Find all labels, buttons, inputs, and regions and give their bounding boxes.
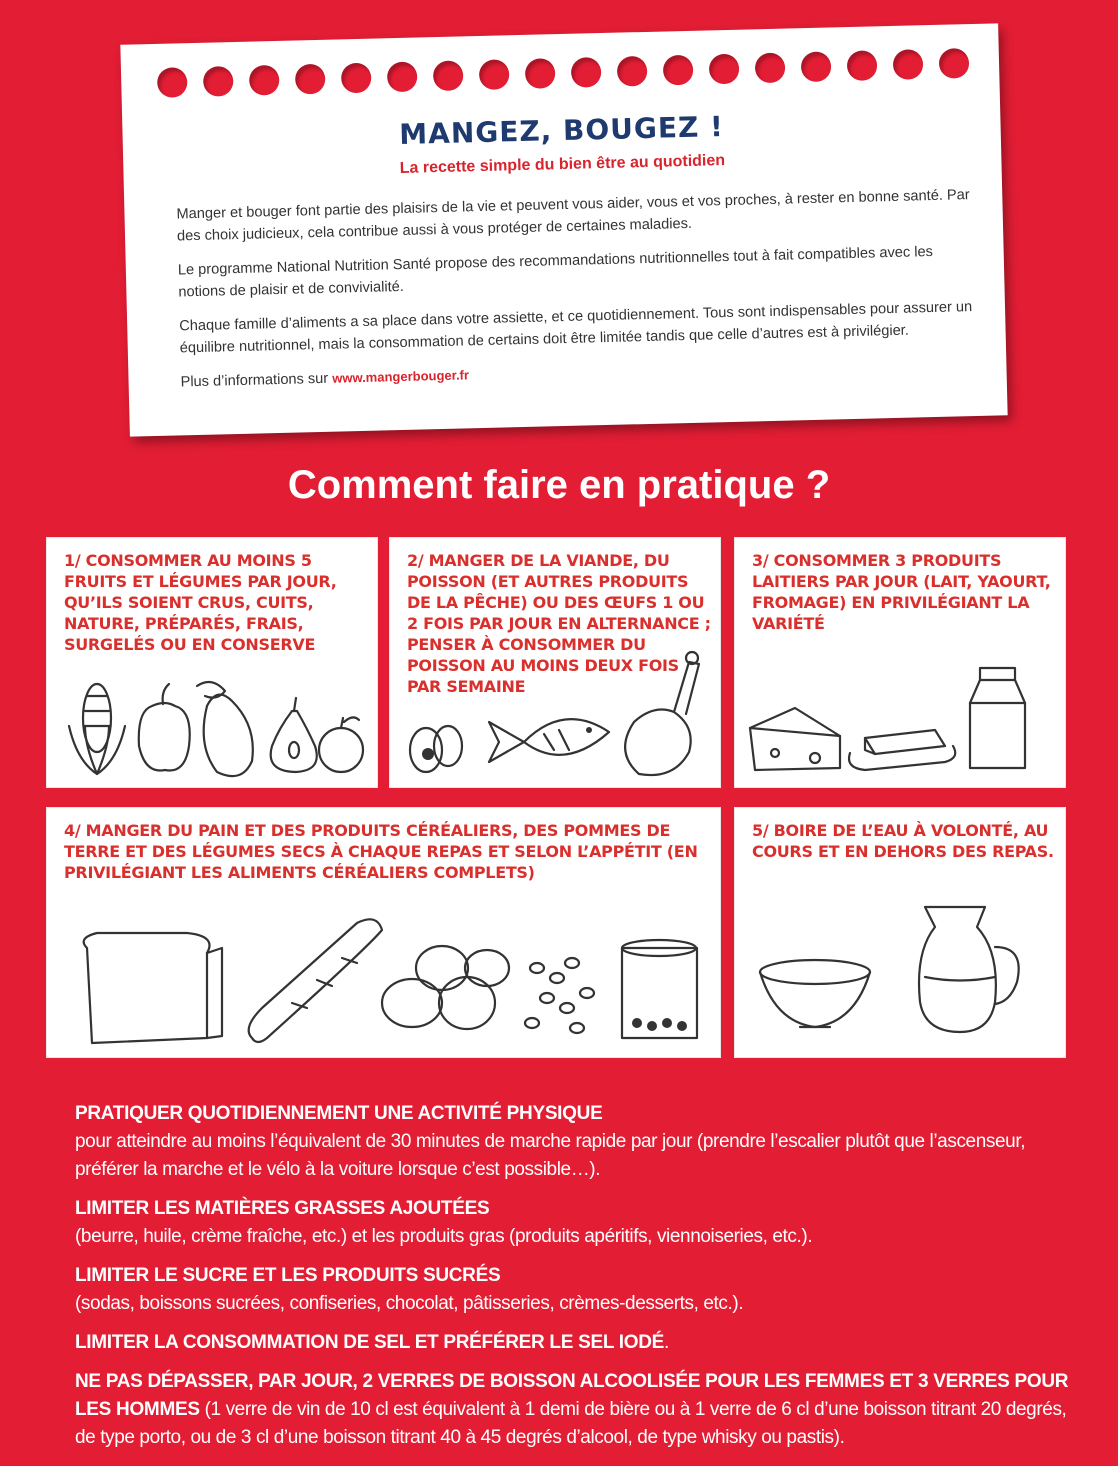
- website-link[interactable]: www.mangerbouger.fr: [332, 367, 470, 386]
- bread-loaf-icon: [84, 933, 222, 1043]
- binder-hole: [203, 66, 234, 97]
- canned-peas-icon: [622, 940, 697, 1038]
- advice-title: LIMITER LES MATIÈRES GRASSES AJOUTÉES: [75, 1198, 490, 1219]
- binder-hole: [571, 57, 602, 88]
- fruits-vegetables-illustration: [57, 666, 372, 784]
- binder-hole: [617, 56, 648, 87]
- egg-icon: [410, 726, 462, 772]
- eggplant-icon: [197, 682, 253, 776]
- meat-fish-illustration: [404, 642, 714, 782]
- apple-icon: [319, 717, 363, 772]
- tip-text: 1/ CONSOMMER AU MOINS 5 FRUITS ET LÉGUMES PAR JOUR, QU’ILS SOIENT CRUS, CUITS, NATURE, PRÉPARÉS, FRAIS, SURGELÉS OU EN CONSERVE: [64, 551, 337, 654]
- advice-list: [75, 1100, 1078, 1463]
- binder-hole: [893, 49, 924, 80]
- advice-text: (sodas, boissons sucrées, confiseries, chocolat, pâtisseries, crèmes-desserts, etc.).: [75, 1293, 744, 1314]
- card-paragraph: Le programme National Nutrition Santé propose des recommandations nutritionnelles tout à fait compatibles avec les notions de plaisir et de convivialité.: [177, 243, 934, 301]
- advice-title: LIMITER LE SUCRE ET LES PRODUITS SUCRÉS: [75, 1265, 501, 1286]
- cheese-icon: [750, 708, 840, 770]
- binder-hole: [341, 63, 372, 94]
- tip-box-fruits-vegetables: [46, 537, 378, 788]
- milk-carton-icon: [970, 668, 1025, 768]
- advice-item: [75, 1195, 1078, 1251]
- advice-item: [75, 1100, 1078, 1184]
- binder-hole: [525, 58, 556, 89]
- tip-text: 4/ MANGER DU PAIN ET DES PRODUITS CÉRÉALIERS, DES POMMES DE TERRE ET DES LÉGUMES SECS À CHAQUE REPAS ET SELON L’APPÉTIT (EN PRIVILÉGIANT LES ALIMENTS CÉRÉALIERS COMPLETS): [64, 821, 698, 882]
- advice-text: .: [664, 1332, 669, 1353]
- advice-title: PRATIQUER QUOTIDIENNEMENT UNE ACTIVITÉ PHYSIQUE: [75, 1103, 603, 1124]
- binder-hole: [295, 64, 326, 95]
- advice-title: LIMITER LA CONSOMMATION DE SEL ET PRÉFÉRER LE SEL IODÉ: [75, 1332, 665, 1353]
- info-card: [120, 23, 1007, 436]
- corn-icon: [69, 684, 125, 774]
- fish-icon: [489, 719, 609, 762]
- more-info: [180, 352, 976, 393]
- binder-hole: [939, 48, 970, 79]
- bowl-icon: [760, 960, 870, 1027]
- binder-hole: [479, 59, 510, 90]
- advice-item: [75, 1262, 1078, 1318]
- binder-holes: [157, 48, 980, 108]
- advice-item: [75, 1368, 1078, 1452]
- pepper-icon: [139, 684, 190, 771]
- card-paragraph: Chaque famille d’aliments a sa place dans votre assiette, et ce quotidiennement. Tous sont indispensables pour assurer un équilibre nutritionnel, mais la consommation de certains doit être limitée tandis que celle d’autres est à privilégier.: [179, 299, 973, 357]
- advice-text: (1 verre de vin de 10 cl est équivalent à 1 demi de bière ou à 1 verre de 6 cl d’une boisson titrant 20 degrés, de type porto, ou de 3 cl d’une boisson titrant 40 à 45 degrés d’alcool, de type whisky ou pastis).: [75, 1399, 1067, 1448]
- binder-hole: [433, 60, 464, 91]
- tip-text: 5/ BOIRE DE L’EAU À VOLONTÉ, AU COURS ET EN DEHORS DES REPAS.: [752, 821, 1054, 861]
- advice-text: (beurre, huile, crème fraîche, etc.) et les produits gras (produits apéritifs, viennoiseries, etc.).: [75, 1226, 813, 1247]
- tip-text: 3/ CONSOMMER 3 PRODUITS LAITIERS PAR JOUR (LAIT, YAOURT, FROMAGE) EN PRIVILÉGIANT LA VARIÉTÉ: [752, 551, 1051, 633]
- card-title: MANGEZ, BOUGEZ !: [398, 110, 725, 151]
- dairy-illustration: [745, 658, 1060, 778]
- binder-hole: [157, 67, 188, 98]
- tip-box-dairy: [734, 537, 1066, 788]
- advice-item: [75, 1329, 1078, 1357]
- bread-cereals-illustration: [67, 908, 707, 1053]
- advice-text: pour atteindre au moins l’équivalent de 30 minutes de marche rapide par jour (prendre l’escalier plutôt que l’ascenseur, préférer la marche et le vélo à la voiture lorsque c’est possible…).: [75, 1131, 1026, 1180]
- card-body: [176, 184, 977, 405]
- pear-icon: [271, 698, 317, 772]
- binder-hole: [801, 51, 832, 82]
- binder-hole: [709, 54, 740, 85]
- tip-box-meat-fish: [389, 537, 721, 788]
- card-paragraph: Manger et bouger font partie des plaisirs de la vie et peuvent vous aider, vous et vos proches, à rester en bonne santé. Par des choix judicieux, cela contribue aussi à vous protéger de certaines maladies.: [176, 187, 970, 245]
- advice-title: NE PAS DÉPASSER, PAR JOUR, 2 VERRES DE BOISSON ALCOOLISÉE POUR LES FEMMES ET 3 VERRES POUR LES HOMMES: [75, 1371, 1069, 1420]
- water-illustration: [755, 892, 1055, 1042]
- binder-hole: [847, 50, 878, 81]
- section-heading: Comment faire en pratique ?: [287, 463, 831, 507]
- binder-hole: [663, 55, 694, 86]
- butter-icon: [849, 730, 955, 770]
- jug-icon: [919, 907, 1019, 1032]
- card-subtitle: La recette simple du bien être au quotidien: [399, 152, 726, 177]
- binder-hole: [387, 62, 418, 93]
- beans-icon: [525, 958, 594, 1033]
- tip-box-bread-cereals: [46, 807, 721, 1058]
- tip-text: 2/ MANGER DE LA VIANDE, DU POISSON (ET AUTRES PRODUITS DE LA PÊCHE) OU DES ŒUFS 1 OU 2 FOIS PAR JOUR EN ALTERNANCE ; PENSER À CONSOMMER DU POISSON AU MOINS DEUX FOIS PAR SEMAINE: [407, 551, 711, 696]
- more-info-label: Plus d’informations sur: [180, 370, 333, 391]
- baguette-icon: [249, 919, 382, 1042]
- tip-box-water: [734, 807, 1066, 1058]
- binder-hole: [249, 65, 280, 96]
- ham-icon: [625, 652, 699, 775]
- potatoes-icon: [382, 946, 509, 1029]
- binder-hole: [755, 53, 786, 84]
